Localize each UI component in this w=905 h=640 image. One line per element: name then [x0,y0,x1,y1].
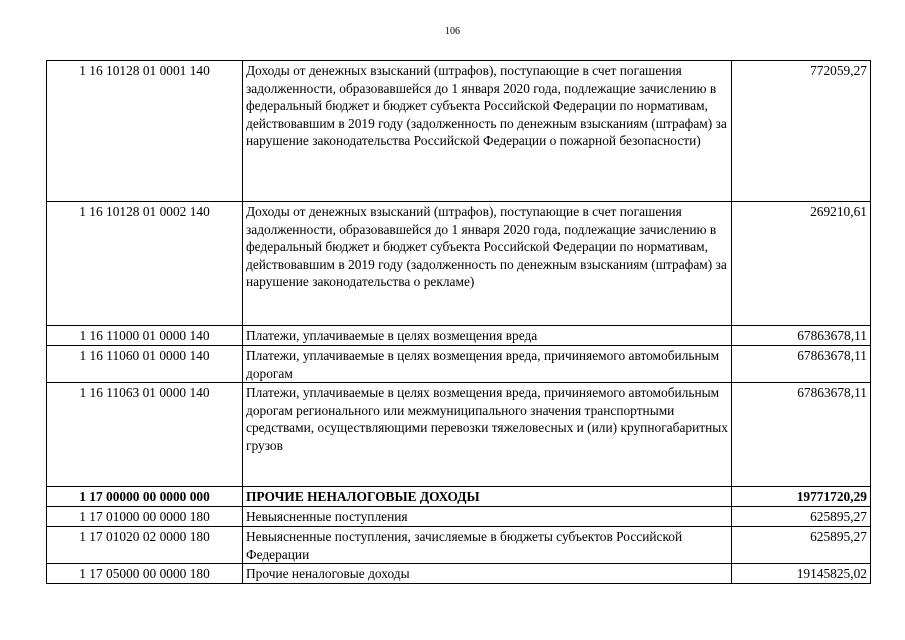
budget-code-cell: 1 16 11063 01 0000 140 [47,383,243,487]
budget-code-cell: 1 17 05000 00 0000 180 [47,564,243,584]
table-row [47,61,871,202]
amount-cell: 625895,27 [732,507,871,527]
table-row [47,202,871,326]
description-cell: Невыясненные поступления, зачисляемые в бюджеты субъектов Российской Федерации [243,527,732,564]
table-row [47,564,871,584]
table-row-section-total [47,487,871,507]
budget-code-cell: 1 16 10128 01 0001 140 [47,61,243,202]
amount-cell: 19145825,02 [732,564,871,584]
table-row [47,383,871,487]
amount-cell: 19771720,29 [732,487,871,507]
budget-code-cell: 1 17 01020 02 0000 180 [47,527,243,564]
description-cell: Прочие неналоговые доходы [243,564,732,584]
table-row [47,507,871,527]
description-cell: Невыясненные поступления [243,507,732,527]
amount-cell: 67863678,11 [732,383,871,487]
budget-code-cell: 1 17 00000 00 0000 000 [47,487,243,507]
budget-code-cell: 1 16 11000 01 0000 140 [47,326,243,346]
description-cell: Доходы от денежных взысканий (штрафов), поступающие в счет погашения задолженности, образовавшейся до 1 января 2020 года, подлежащие зачислению в федеральный бюджет и бюджет субъекта Российской Федерации по нормативам, действовавшим в 2019 году (задолженность по денежным взысканиям (штрафам) за нарушение законодательства Российской Федерации о пожарной безопасности) [243,61,732,202]
description-cell: Платежи, уплачиваемые в целях возмещения вреда, причиняемого автомобильным дорогам [243,346,732,383]
budget-code-cell: 1 16 11060 01 0000 140 [47,346,243,383]
amount-cell: 269210,61 [732,202,871,326]
description-cell: Доходы от денежных взысканий (штрафов), поступающие в счет погашения задолженности, образовавшейся до 1 января 2020 года, подлежащие зачислению в федеральный бюджет и бюджет субъекта Российской Федерации по нормативам, действовавшим в 2019 году (задолженность по денежным взысканиям (штрафам) за нарушение законодательства о рекламе) [243,202,732,326]
budget-code-cell: 1 17 01000 00 0000 180 [47,507,243,527]
page-number: 106 [445,26,460,37]
description-cell: Платежи, уплачиваемые в целях возмещения вреда, причиняемого автомобильным дорогам регионального или межмуниципального значения транспортными средствами, осуществляющими перевозки тяжеловесных и (или) крупногабаритных грузов [243,383,732,487]
table-row [47,346,871,383]
description-cell: Платежи, уплачиваемые в целях возмещения вреда [243,326,732,346]
revenue-table [46,60,871,584]
table-row [47,527,871,564]
budget-code-cell: 1 16 10128 01 0002 140 [47,202,243,326]
table-row [47,326,871,346]
amount-cell: 67863678,11 [732,346,871,383]
amount-cell: 625895,27 [732,527,871,564]
amount-cell: 772059,27 [732,61,871,202]
amount-cell: 67863678,11 [732,326,871,346]
description-cell: ПРОЧИЕ НЕНАЛОГОВЫЕ ДОХОДЫ [243,487,732,507]
